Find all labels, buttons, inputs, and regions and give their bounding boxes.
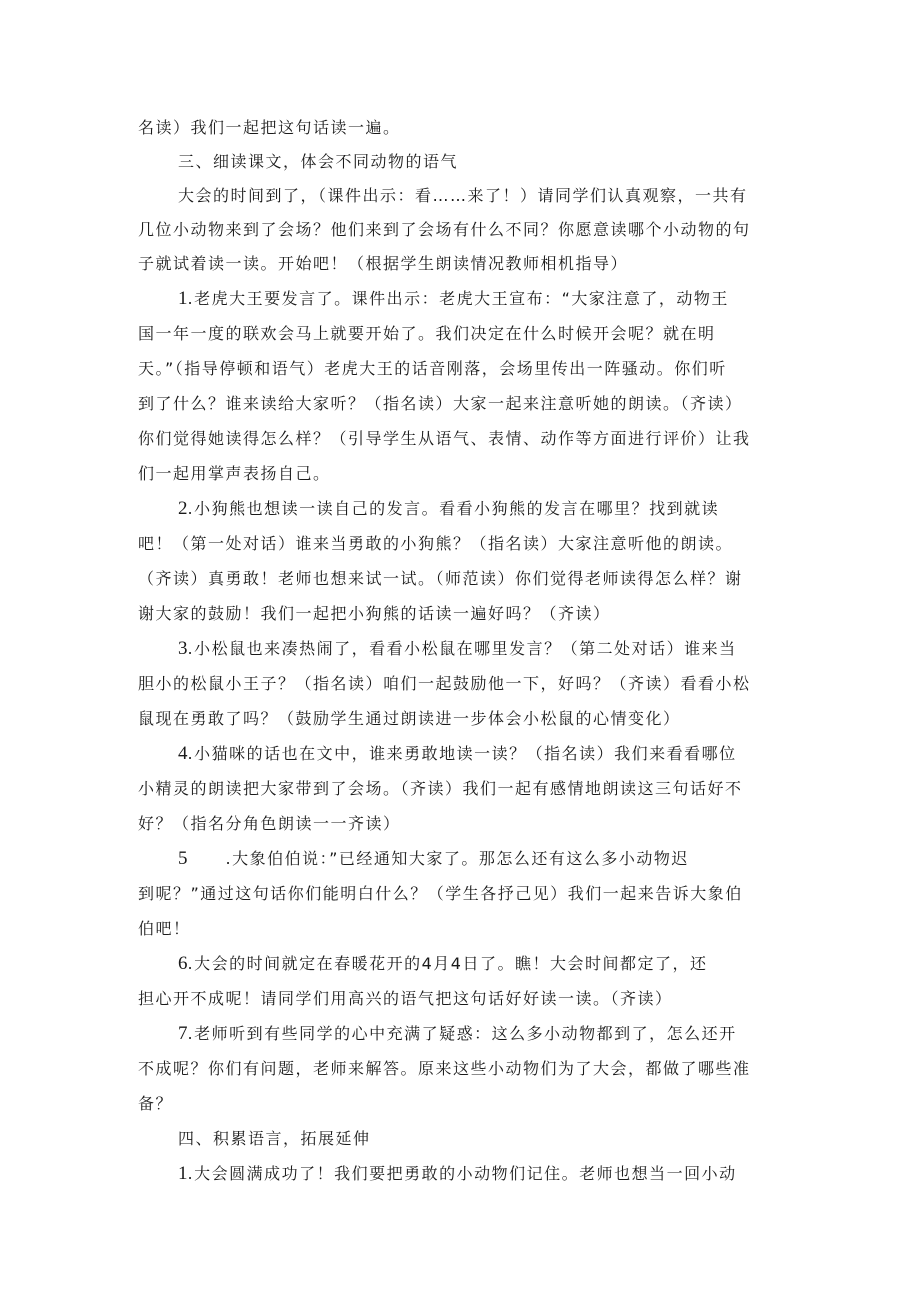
paragraph-line: 备？: [138, 1094, 174, 1113]
item-number: 2: [178, 498, 188, 519]
item-number: 3: [178, 638, 188, 659]
paragraph-line: 子就试着读一读。开始吧！（根据学生朗读情况教师相机指导）: [138, 254, 629, 273]
paragraph-line: 胆小的松鼠小王子？（指名读）咱们一起鼓励他一下，好吗？（齐读）看看小松: [138, 674, 751, 693]
paragraph-line: 好？（指名分角色朗读一一齐读）: [138, 814, 401, 833]
paragraph-line: （齐读）真勇敢！老师也想来试一试。（师范读）你们觉得老师读得怎么样？谢: [138, 569, 743, 588]
list-item-line: 2.小狗熊也想读一读自己的发言。看看小狗熊的发言在哪里？找到就读: [178, 498, 720, 519]
paragraph-line: 大会的时间到了，（课件出示：看……来了！）请同学们认真观察，一共有: [178, 186, 748, 205]
paragraph-line: 天。”（指导停顿和语气）老虎大王的话音刚落，会场里传出一阵骚动。你们听: [138, 359, 727, 378]
section-heading: 四、积累语言，拓展延伸: [178, 1129, 371, 1148]
paragraph-line: 吧！（第一处对话）谁来当勇敢的小狗熊？（指名读）大家注意听他的朗读。: [138, 534, 734, 553]
list-item-line: 1.大会圆满成功了！我们要把勇敢的小动物们记住。老师也想当一回小动: [178, 1163, 737, 1184]
paragraph-line: 到了什么？谁来读给大家听？（指名读）大家一起来注意听她的朗读。（齐读）: [138, 394, 743, 413]
paragraph-line: 不成呢？你们有问题，老师来解答。原来这些小动物们为了大会，都做了哪些准: [138, 1059, 751, 1078]
paragraph-line: 名读）我们一起把这句话读一遍。: [138, 118, 401, 137]
section-heading: 三、细读课文，体会不同动物的语气: [178, 152, 459, 171]
paragraph-line: 国一年一度的联欢会马上就要开始了。我们决定在什么时候开会呢？就在明: [138, 324, 716, 343]
list-item-line: 4.小猫咪的话也在文中，谁来勇敢地读一读？（指名读）我们来看看哪位: [178, 743, 737, 764]
paragraph-line: 们一起用掌声表扬自己。: [138, 464, 331, 483]
paragraph-line: 几位小动物来到了会场？他们来到了会场有什么不同？你愿意读哪个小动物的句: [138, 220, 751, 239]
list-item-line: 7.老师听到有些同学的心中充满了疑惑：这么多小动物都到了，怎么还开: [178, 1023, 737, 1044]
paragraph-line: 伯吧！: [138, 919, 191, 938]
paragraph-line: 谢大家的鼓励！我们一起把小狗熊的话读一遍好吗？（齐读）: [138, 604, 611, 623]
paragraph-line: 你们觉得她读得怎么样？（引导学生从语气、表情、动作等方面进行评价）让我: [138, 429, 751, 448]
paragraph-line: 鼠现在勇敢了吗？（鼓励学生通过朗读进一步体会小松鼠的心情变化）: [138, 709, 681, 728]
item-number: 6: [178, 953, 188, 974]
item-number: 5: [178, 848, 188, 869]
paragraph-line: 担心开不成呢！请同学们用高兴的语气把这句话好好读一读。（齐读）: [138, 989, 673, 1008]
paragraph-line: 小精灵的朗读把大家带到了会场。（齐读）我们一起有感情地朗读这三句话好不: [138, 779, 743, 798]
list-item-line: 3.小松鼠也来凑热闹了，看看小松鼠在哪里发言？（第二处对话）谁来当: [178, 638, 737, 659]
item-number: 4: [178, 743, 188, 764]
item-number: 7: [178, 1023, 188, 1044]
item-number: 1: [178, 288, 188, 309]
item-number: 1: [178, 1163, 188, 1184]
list-item-line: 5 .大象伯伯说：”已经通知大家了。那怎么还有这么多小动物迟: [178, 848, 689, 869]
list-item-line: 6.大会的时间就定在春暖花开的4月4日了。瞧！大会时间都定了，还: [178, 953, 708, 974]
paragraph-line: 到呢？”通过这句话你们能明白什么？（学生各抒己见）我们一起来告诉大象伯: [138, 884, 743, 903]
list-item-line: 1.老虎大王要发言了。课件出示：老虎大王宣布：“大家注意了，动物王: [178, 288, 729, 309]
